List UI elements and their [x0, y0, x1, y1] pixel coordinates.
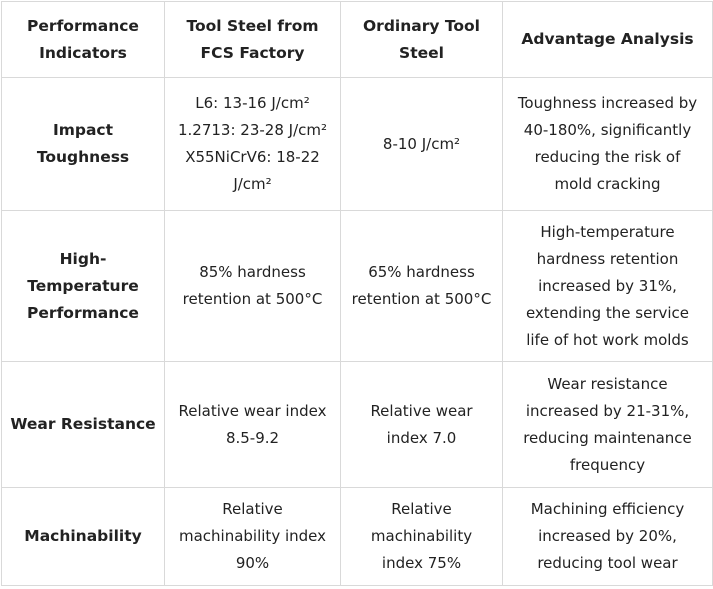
- table-row: [2, 78, 713, 211]
- cell-ordinary: Relative wear index 7.0: [341, 362, 503, 488]
- cell-advantage: High-temperature hardness retention increased by 31%, extending the service life of hot work molds: [503, 211, 713, 362]
- cell-advantage: Toughness increased by 40-180%, significantly reducing the risk of mold cracking: [503, 78, 713, 211]
- table-row: [2, 362, 713, 488]
- cell-ordinary: 8-10 J/cm²: [341, 78, 503, 211]
- row-header-machinability: Machinability: [2, 488, 165, 586]
- header-fcs-tool-steel: Tool Steel from FCS Factory: [165, 2, 341, 78]
- row-header-high-temperature-performance: High- Temperature Performance: [2, 211, 165, 362]
- cell-fcs: 85% hardness retention at 500°C: [165, 211, 341, 362]
- cell-fcs: Relative machinability index 90%: [165, 488, 341, 586]
- header-performance-indicators: Performance Indicators: [2, 2, 165, 78]
- table-row: [2, 211, 713, 362]
- row-header-wear-resistance: Wear Resistance: [2, 362, 165, 488]
- row-header-impact-toughness: Impact Toughness: [2, 78, 165, 211]
- header-ordinary-tool-steel: Ordinary Tool Steel: [341, 2, 503, 78]
- header-advantage-analysis: Advantage Analysis: [503, 2, 713, 78]
- header-row: [2, 2, 713, 78]
- cell-fcs: Relative wear index 8.5-9.2: [165, 362, 341, 488]
- cell-advantage: Machining efficiency increased by 20%, reducing tool wear: [503, 488, 713, 586]
- cell-advantage: Wear resistance increased by 21-31%, reducing maintenance frequency: [503, 362, 713, 488]
- cell-fcs: L6: 13-16 J/cm² 1.2713: 23-28 J/cm² X55NiCrV6: 18-22 J/cm²: [165, 78, 341, 211]
- comparison-table: [1, 1, 713, 586]
- table-row: [2, 488, 713, 586]
- cell-ordinary: 65% hardness retention at 500°C: [341, 211, 503, 362]
- cell-ordinary: Relative machinability index 75%: [341, 488, 503, 586]
